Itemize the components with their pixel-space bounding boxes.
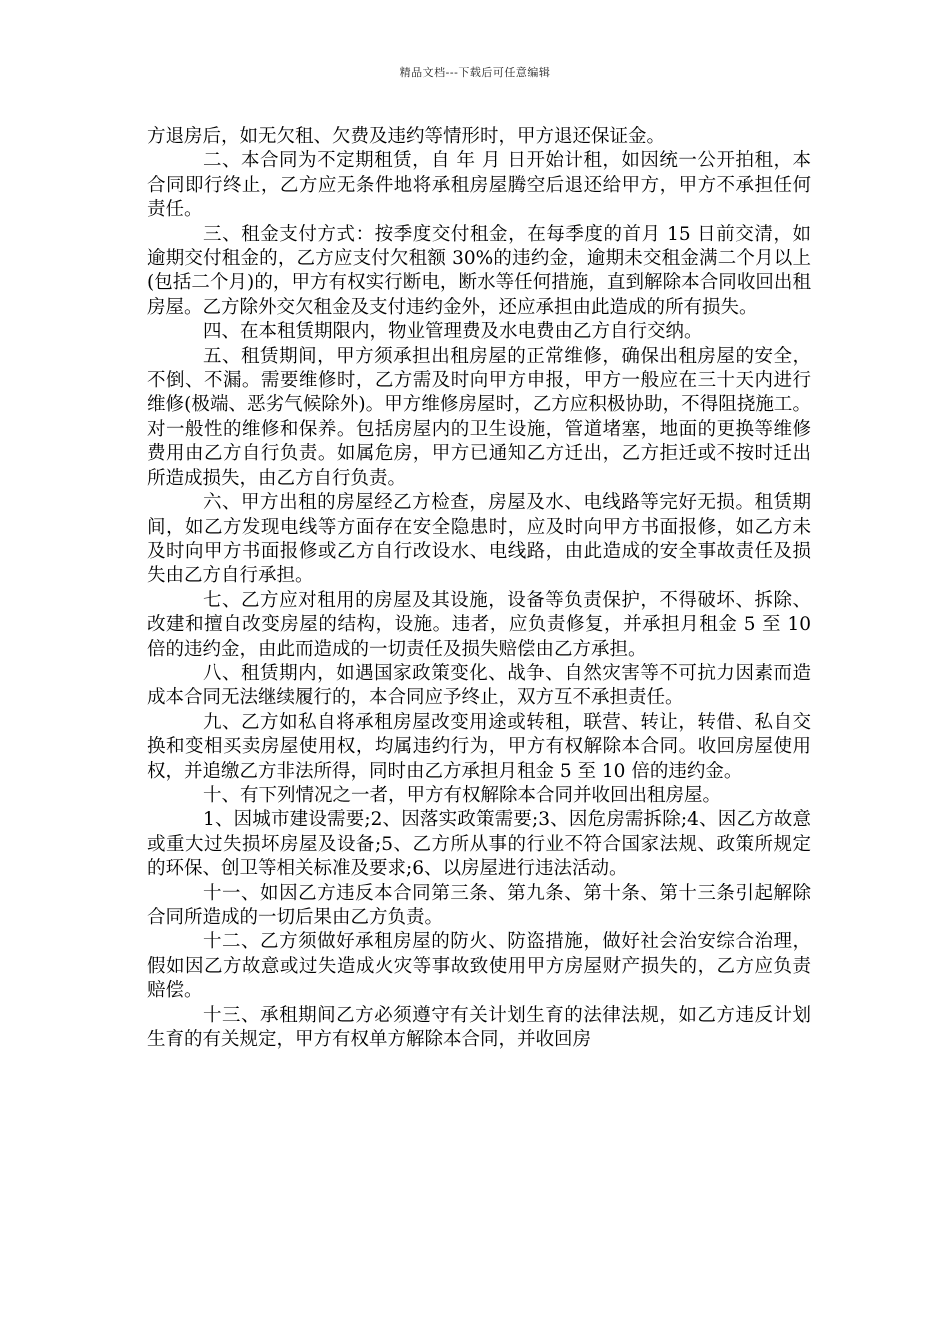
paragraph: 十、有下列情况之一者，甲方有权解除本合同并收回出租房屋。 — [203, 784, 722, 806]
paragraph: 七、乙方应对租用的房屋及其设施，设备等负责保护，不得破坏、拆除、改建和擅自改变房屋的结构，设施。违者，应负责修复，并承担月租金 5 至 10 倍的违约金，由此而造成的一切责任及损失赔偿由乙方承担。 — [147, 589, 811, 660]
paragraph: 二、本合同为不定期租赁，自 年 月 日开始计租，如因统一公开拍租，本合同即行终止，乙方应无条件地将承租房屋腾空后退还给甲方，甲方不承担任何责任。 — [147, 150, 811, 221]
page-header: 精品文档---下载后可任意编辑 — [399, 66, 551, 79]
paragraph: 十二、乙方须做好承租房屋的防火、防盗措施，做好社会治安综合治理，假如因乙方故意或过失造成火灾等事故致使用甲方房屋财产损失的，乙方应负责赔偿。 — [147, 931, 811, 1002]
paragraph: 十一、如因乙方违反本合同第三条、第九条、第十条、第十三条引起解除合同所造成的一切后果由乙方负责。 — [147, 882, 811, 928]
paragraph: 十三、承租期间乙方必须遵守有关计划生育的法律法规，如乙方违反计划生育的有关规定，甲方有权单方解除本合同，并收回房 — [147, 1004, 811, 1051]
paragraph: 九、乙方如私自将承租房屋改变用途或转租，联营、转让，转借、私自交换和变相买卖房屋使用权，均属违约行为，甲方有权解除本合同。收回房屋使用权，并追缴乙方非法所得，同时由乙方承担月租金 5 至 10 倍的违约金。 — [147, 711, 811, 782]
paragraph: 三、租金支付方式：按季度交付租金，在每季度的首月 15 日前交清，如逾期交付租金的，乙方应支付欠租额 30%的违约金，逾期未交租金满二个月以上(包括二个月)的，甲方有权实行断电，断水等任何措施，直到解除本合同收回出租房屋。乙方除外交欠租金及支付违约金外，还应承担由此造成的所有损失。 — [147, 223, 811, 318]
paragraph: 五、租赁期间，甲方须承担出租房屋的正常维修，确保出租房屋的安全，不倒、不漏。需要维修时，乙方需及时向甲方申报，甲方一般应在三十天内进行维修(极端、恶劣气候除外)。甲方维修房屋时，乙方应积极协助，不得阻挠施工。对一般性的维修和保养。包括房屋内的卫生设施，管道堵塞，地面的更换等维修费用由乙方自行负责。如属危房，甲方已通知乙方迁出，乙方拒迁或不按时迁出所造成损失，由乙方自行负责。 — [147, 345, 811, 489]
document-body — [147, 125, 811, 1052]
paragraph: 方退房后，如无欠租、欠费及违约等情形时，甲方退还保证金。 — [147, 126, 666, 147]
paragraph: 四、在本租赁期限内，物业管理费及水电费由乙方自行交纳。 — [203, 321, 703, 343]
paragraph: 1、因城市建设需要;2、因落实政策需要;3、因危房需拆除;4、因乙方故意或重大过失损坏房屋及设备;5、乙方所从事的行业不符合国家法规、政策所规定的环保、创卫等相关标准及要求;6、以房屋进行违法活动。 — [147, 809, 811, 880]
paragraph: 六、甲方出租的房屋经乙方检查，房屋及水、电线路等完好无损。租赁期间，如乙方发现电线等方面存在安全隐患时，应及时向甲方书面报修，如乙方未及时向甲方书面报修或乙方自行改设水、电线路，由此造成的安全事故责任及损失由乙方自行承担。 — [147, 492, 811, 587]
paragraph: 八、租赁期内，如遇国家政策变化、战争、自然灾害等不可抗力因素而造成本合同无法继续履行的，本合同应予终止，双方互不承担责任。 — [147, 662, 811, 709]
